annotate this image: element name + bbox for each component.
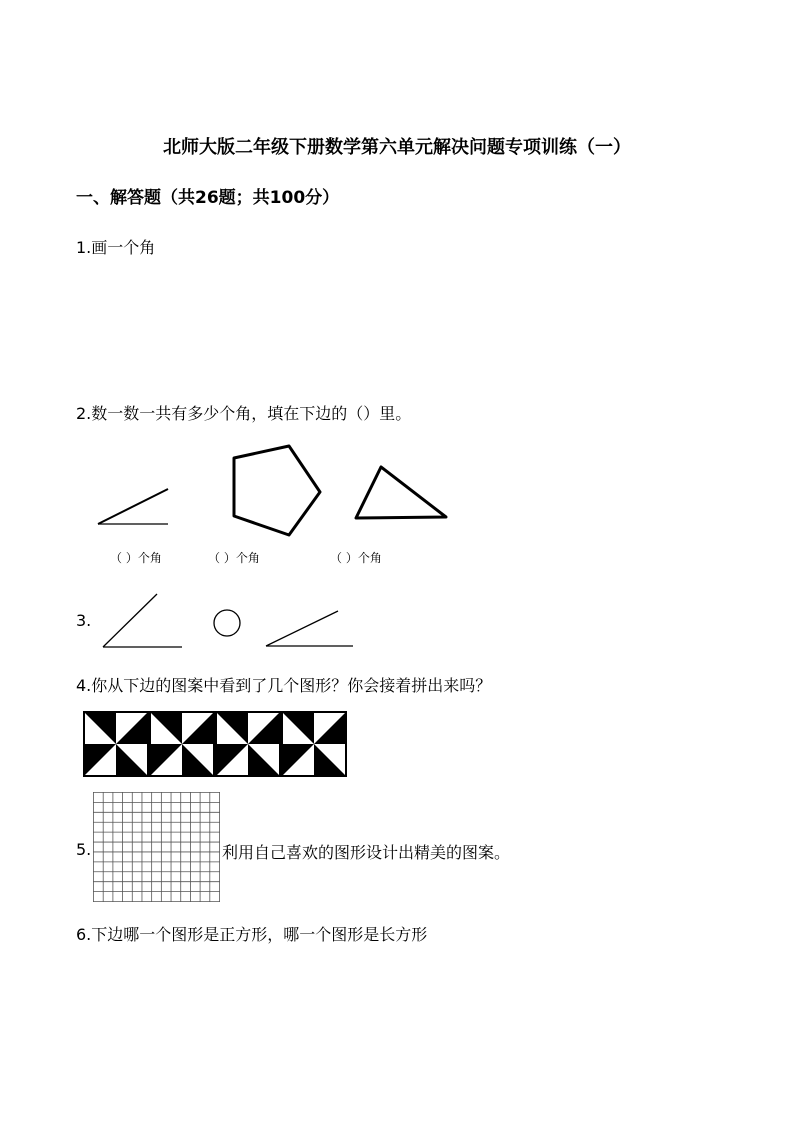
question-1-text: 画一个角 (91, 238, 156, 257)
question-5-number: 5. (76, 840, 92, 859)
pattern-tile (83, 711, 149, 777)
question-4-text: 你从下边的图案中看到了几个图形？你会接着拼出来吗？ (91, 676, 492, 695)
drawing-grid (93, 792, 220, 902)
question-6-text: 下边哪一个图形是正方形，哪一个图形是长方形 (91, 925, 428, 944)
question-3-number: 3. (76, 611, 92, 630)
question-2-text: 数一数一共有多少个角，填在下边的（）里。 (91, 404, 412, 423)
blank-pentagon-count: （ ）个角 (208, 551, 260, 565)
angle-shape-left (103, 594, 182, 647)
question-2-number: 2. (76, 404, 92, 423)
question-1-number: 1. (76, 238, 92, 257)
question-5-text: 利用自己喜欢的图形设计出精美的图案。 (222, 843, 511, 862)
pinwheel-pattern (83, 711, 347, 777)
question-4-number: 4. (76, 676, 92, 695)
question-4 (76, 673, 491, 696)
page-title: 北师大版二年级下册数学第六单元解决问题专项训练（一） (163, 137, 631, 158)
section-heading: 一、解答题（共26题；共100分） (76, 188, 340, 208)
circle-shape (214, 610, 240, 636)
question-6-number: 6. (76, 925, 92, 944)
blank-angle-count: （ ）个角 (110, 551, 162, 565)
angle-shape-right (266, 611, 353, 646)
pattern-tile (149, 711, 215, 777)
question-6 (76, 922, 427, 945)
blank-triangle-count: （ ）个角 (330, 551, 382, 565)
pattern-tile (215, 711, 281, 777)
pattern-tile (281, 711, 347, 777)
